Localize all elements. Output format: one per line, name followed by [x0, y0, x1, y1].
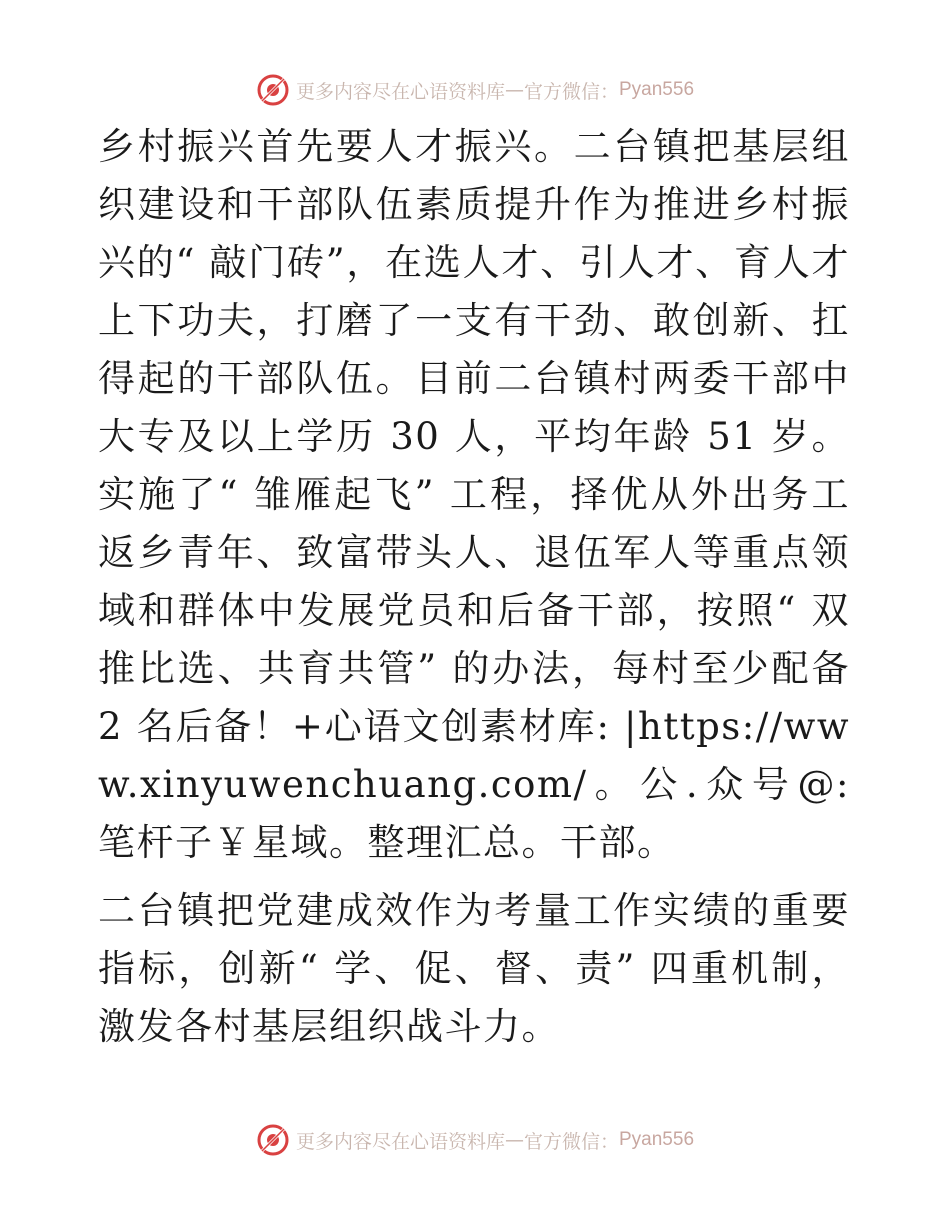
- watermark-wechat-id: Pyan556: [619, 1129, 695, 1150]
- seal-logo-icon: [256, 73, 290, 107]
- seal-logo-icon: [256, 1123, 290, 1157]
- header-watermark: [0, 68, 950, 112]
- watermark-separator: —: [504, 79, 524, 101]
- watermark-site-text: 更多内容尽在心语资料库: [295, 1130, 505, 1153]
- paragraph-1: 乡村振兴首先要人才振兴。二台镇把基层组织建设和干部队伍素质提升作为推进乡村振兴的“ 敲门砖”，在选人才、引人才、育人才上下功夫，打磨了一支有干劲、敢创新、扛得起的干部队伍。目前二台镇村两委干部中大专及以上学历 30 人，平均年龄 51 岁。实施了“ 雏雁起飞” 工程，择优从外出务工返乡青年、致富带头人、退伍军人等重点领域和群体中发展党员和后备干部，按照“ 双推比选、共育共管” 的办法，每村至少配备 2 名后备！+心语文创素材库: |https://www.xinyuwenchuang.com/。公.众号@: 笔杆子￥星域。整理汇总。干部。: [98, 125, 850, 864]
- watermark-wechat-id: Pyan556: [619, 79, 695, 100]
- footer-watermark: [0, 1118, 950, 1162]
- watermark-wechat-label: 官方微信：: [523, 80, 619, 103]
- document-body: [98, 118, 850, 1056]
- watermark-site-text: 更多内容尽在心语资料库: [295, 80, 505, 103]
- watermark-separator: —: [504, 1129, 524, 1151]
- paragraph-2: 二台镇把党建成效作为考量工作实绩的重要指标，创新“ 学、促、督、责” 四重机制，激发各村基层组织战斗力。: [98, 889, 850, 1048]
- watermark-wechat-label: 官方微信：: [523, 1130, 619, 1153]
